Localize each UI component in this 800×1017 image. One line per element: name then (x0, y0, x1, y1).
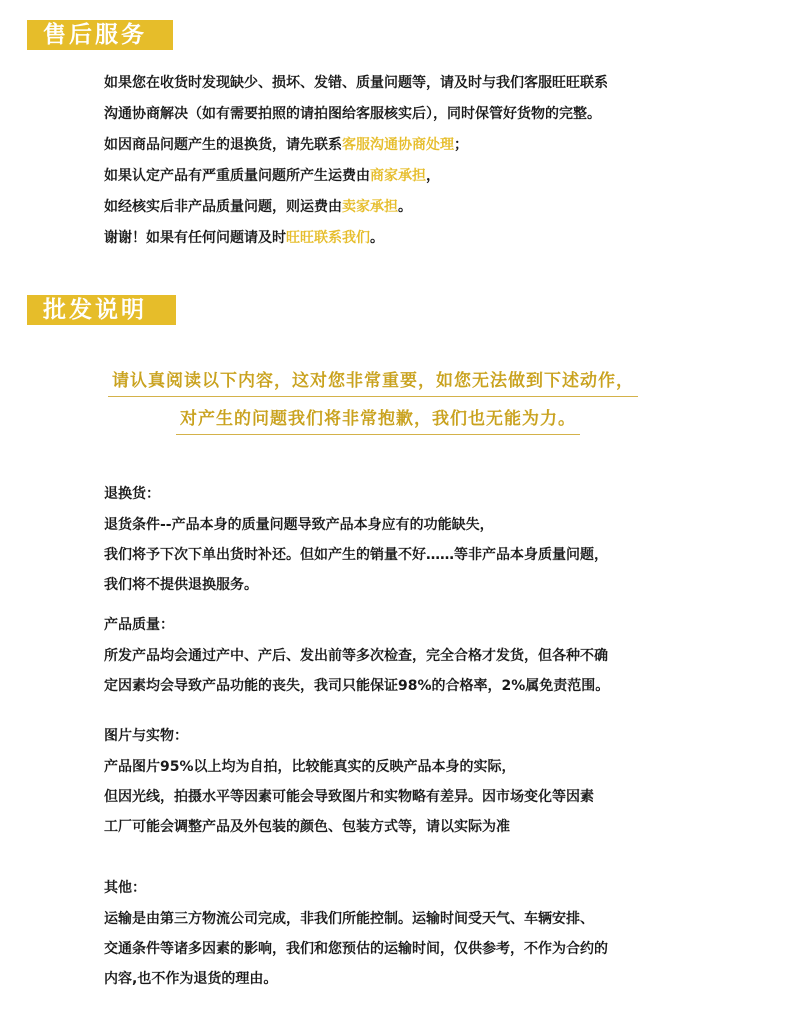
after-sales-line (104, 161, 608, 192)
after-sales-line: 如果您在收货时发现缺少、损坏、发错、质量问题等，请及时与我们客服旺旺联系 (104, 75, 608, 91)
section-line: 我们将予下次下单出货时补还。但如产生的销量不好……等非产品本身质量问题， (104, 547, 608, 563)
section-title: 退换货： (104, 486, 160, 502)
notice-underline (108, 396, 638, 397)
highlight-text: 客服沟通协商处理 (342, 137, 454, 153)
section-line: 退货条件--产品本身的质量问题导致产品本身应有的功能缺失， (104, 517, 494, 533)
notice-text: 请认真阅读以下内容，这对您非常重要，如您无法做到下述动作， (112, 371, 634, 391)
notice-underline (176, 434, 580, 435)
quality-section (104, 611, 609, 701)
line-punct: 。 (398, 199, 412, 215)
line-text: 如因商品问题产生的退换货，请先联系 (104, 137, 342, 153)
highlight-text: 旺旺联系我们 (286, 230, 370, 246)
section-line: 我们将不提供退换服务。 (104, 577, 258, 593)
section-line: 但因光线，拍摄水平等因素可能会导致图片和实物略有差异。因市场变化等因素 (104, 789, 594, 805)
section-title: 其他： (104, 880, 146, 896)
photos-section (104, 722, 594, 842)
highlight-text: 卖家承担 (342, 199, 398, 215)
line-punct: 。 (370, 230, 384, 246)
highlight-text: 商家承担 (370, 168, 426, 184)
after-sales-paragraph (104, 68, 608, 254)
notice-text: 对产生的问题我们将非常抱歉，我们也无能为力。 (180, 409, 576, 429)
line-text: 如果认定产品有严重质量问题所产生运费由 (104, 168, 370, 184)
section-line: 所发产品均会通过产中、产后、发出前等多次检查，完全合格才发货，但各种不确 (104, 648, 608, 664)
notice-line-2 (180, 404, 576, 429)
section-line: 定因素均会导致产品功能的丧失，我司只能保证98%的合格率，2%属免责范围。 (104, 678, 610, 694)
notice-line-1 (112, 366, 634, 391)
returns-section (104, 480, 608, 600)
section-line: 产品图片95%以上均为自拍，比较能真实的反映产品本身的实际， (104, 759, 516, 775)
after-sales-line: 沟通协商解决（如有需要拍照的请拍图给客服核实后），同时保管好货物的完整。 (104, 106, 601, 122)
after-sales-heading: 售后服务 (27, 20, 173, 50)
line-punct: ， (426, 168, 440, 184)
other-section (104, 874, 608, 994)
section-line: 工厂可能会调整产品及外包装的颜色、包装方式等，请以实际为准 (104, 819, 510, 835)
wholesale-heading: 批发说明 (27, 295, 176, 325)
section-title: 图片与实物： (104, 728, 188, 744)
section-title: 产品质量： (104, 617, 174, 633)
section-line: 内容,也不作为退货的理由。 (104, 971, 278, 987)
line-text: 谢谢！如果有任何问题请及时 (104, 230, 286, 246)
line-punct: ； (454, 137, 468, 153)
after-sales-line (104, 130, 608, 161)
line-text: 如经核实后非产品质量问题，则运费由 (104, 199, 342, 215)
section-line: 交通条件等诸多因素的影响，我们和您预估的运输时间，仅供参考，不作为合约的 (104, 941, 608, 957)
section-line: 运输是由第三方物流公司完成，非我们所能控制。运输时间受天气、车辆安排、 (104, 911, 594, 927)
after-sales-line (104, 192, 608, 223)
after-sales-line (104, 223, 608, 254)
